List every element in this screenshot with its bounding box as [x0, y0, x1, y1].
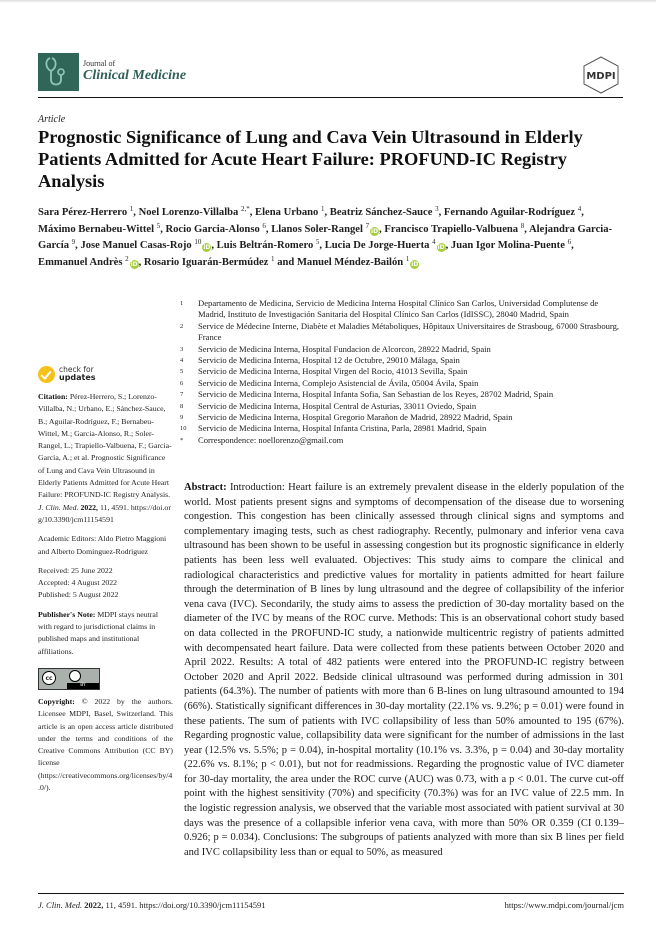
affiliation-item: [180, 366, 625, 377]
affiliation-item: [180, 423, 625, 434]
check-updates-line2: updates: [59, 373, 96, 382]
affiliation-item: [180, 435, 625, 446]
author-separator: ,: [133, 207, 139, 218]
abstract-label: Abstract:: [184, 482, 227, 493]
author-separator: ,: [75, 240, 81, 251]
author-separator: ,: [211, 240, 217, 251]
creative-commons-icon: cc: [42, 671, 56, 685]
author-separator: ,: [524, 223, 529, 235]
author-list: [38, 205, 618, 271]
affiliation-text[interactable]: Correspondence: noellorenzo@gmail.com: [198, 434, 344, 445]
author-name[interactable]: Fernando Aguilar-Rodríguez: [443, 207, 576, 218]
author-separator: ,: [138, 256, 144, 268]
author-name[interactable]: Rosario Iguarán-Bermúdez: [143, 256, 269, 268]
journal-header: [38, 53, 623, 98]
attribution-person-icon: [69, 670, 81, 682]
affiliation-item: [180, 321, 625, 344]
affiliation-text: Servicio de Medicina Interna, Hospital Gregorio Marañon de Madrid, 28922 Madrid, Spain: [198, 412, 513, 423]
author-name[interactable]: Sara Pérez-Herrero: [38, 207, 128, 218]
copyright-label: Copyright:: [38, 696, 75, 706]
received-date: Received: 25 June 2022: [38, 565, 113, 575]
citation-text: Pérez-Herrero, S.; Lorenzo-Villalba, N.; Urbano, E.; Sánchez-Sauce, B.; Aguilar-Rodríguez, F.; Bernabeu-Wittel, M.; Garcia-Alonso, R.; Soler-Rangel, L.; Trapiello-Valbuena, F.; Garcia-Garcia, A.; et al. Prognostic Significance of Lung and Cava Vein Ultrasound in Elderly Patients Admitted for Acute Heart Failure: PROFUND-IC Registry Analysis.: [38, 392, 172, 500]
affiliation-item: [180, 389, 625, 400]
author-name[interactable]: Alejandra Garcia-García: [38, 223, 613, 251]
author-affiliation-marker: 3: [435, 205, 439, 213]
checkmark-icon: [38, 366, 55, 383]
citation-journal: J. Clin. Med.: [38, 502, 79, 512]
author-affiliation-marker: 7: [365, 221, 370, 230]
academic-editors: [38, 533, 173, 558]
author-affiliation-marker: 9: [71, 238, 76, 246]
affiliation-text: Servicio de Medicina Interna, Hospital Infanta Sofia, San Sebastian de los Reyes, 28702 Madrid, Spain: [198, 389, 554, 400]
orcid-icon[interactable]: iD: [411, 260, 419, 268]
author-affiliation-marker: 10: [194, 238, 202, 246]
affiliation-number: *: [180, 436, 184, 444]
author-affiliation-marker: 5: [315, 238, 320, 246]
affiliation-number: 2: [180, 322, 184, 330]
orcid-icon[interactable]: iD: [371, 227, 379, 235]
author-affiliation-marker: 1: [405, 254, 410, 263]
abstract: [184, 481, 624, 860]
author-separator: ,: [319, 240, 325, 251]
affiliation-item: [180, 355, 625, 366]
author-name[interactable]: Francisco Trapiello-Valbuena: [384, 223, 519, 235]
copyright-block: [38, 696, 173, 794]
affiliation-number: 4: [180, 357, 184, 365]
journal-name: [83, 59, 186, 84]
dates-block: [38, 565, 173, 602]
author-separator: ,: [379, 223, 385, 235]
author-name[interactable]: Máximo Bernabeu-Wittel: [38, 223, 155, 235]
author-name[interactable]: Noel Lorenzo-Villalba: [138, 207, 239, 218]
citation-year: 2022,: [80, 502, 98, 512]
affiliation-item: [180, 298, 625, 321]
abstract-text: Introduction: Heart failure is an extremely prevalent disease in the elderly population of the world. Most patients present signs and symptoms of decompensation of the disease due to worsening congestion. This congestion has been clinically assessed through clinical signs and symptoms and complementary imaging tests, such as chest radiography. Recently, pulmonary and inferior vena cava ultrasound has been shown to be useful in assessing congestion but its prognostic significance in elderly patients has been less well evaluated. Objectives: This study aims to compare the clinical and radiological characteristics and predictive values for mortality in patients admitted for heart failure through the determination of B lines by lung ultrasound and the degree of collapsibility of the inferior vena cava (IVC). Secondarily, the study aims to assess the prediction of 30-day mortality based on the diameter of the IVC by means of the ROC curve. Methods: This is an observational cohort study based on data collected in the PROFUND-IC study, a nationwide multicentric registry of patients admitted with decompensated heart failure. Data were collected from these patients between October 2020 and April 2022. Results: A total of 482 patients were entered into the PROFUND-IC registry between October 2020 and April 2022. Bedside clinical ultrasound was performed during admission in 301 patients (64.3%). The number of patients with more than 6 B-lines on lung ultrasound amounted to 194 (66%). Statistically significant differences in 30-day mortality (22.1% vs. 9.2%; p = 0.01) were found in these patients. The sum of patients with IVC collapsibility of less than 50% amounted to 195 (67%). Regarding prognostic value, collapsibility data were significant for the number of admissions in the last year (12.5% vs. 5.5%; p = 0.04), in-hospital mortality (10.1% vs. 3.3%, p = 0.04) and 30-day mortality (22.6% vs. 8.1%; p < 0.01), but not for readmissions. Regarding the prognostic value of IVC diameter for 30-day mortality, the area under the ROC curve (AUC) was 0.73, with a p < 0.01. The curve cut-off point with the highest sensitivity (70%) and specificity (70.3%) was for an IVC value of 22.5 mm. In the logistic regression analysis, we observed that the variable most associated with patient survival at 30 days was the presence of a collapsible inferior vena cava, with more than 50% OR 0.359 (CI 0.139–0.926; p = 0.034). Conclusions: The subgroups of patients analyzed with more than six B lines per field and IVC collapsibility less than or equal to 50%, as measured: [184, 482, 624, 858]
cc-by-license-badge[interactable]: [38, 668, 100, 690]
author-affiliation-marker: 1: [129, 205, 134, 213]
author-affiliation-marker: 1: [320, 205, 325, 213]
author-name[interactable]: Jose Manuel Casas-Rojo: [80, 240, 192, 251]
affiliation-number: 3: [180, 345, 184, 353]
mdpi-logo-text: MDPI: [586, 71, 616, 82]
author-separator: and: [274, 256, 297, 268]
affiliation-text: Servicio de Medicina Interna, Hospital 12 de Octubre, 29010 Málaga, Spain: [198, 355, 460, 366]
affiliation-number: 7: [180, 391, 184, 399]
author-name[interactable]: Elena Urbano: [255, 207, 319, 218]
affiliation-number: 1: [180, 300, 184, 307]
author-name[interactable]: Luis Beltrán-Romero: [216, 240, 314, 251]
footer-journal: J. Clin. Med.: [38, 900, 83, 910]
citation-block: [38, 391, 173, 526]
affiliation-text: Servicio de Medicina Interna, Hospital Central de Asturias, 33011 Oviedo, Spain: [198, 400, 477, 411]
check-updates-text: [59, 366, 96, 382]
orcid-icon[interactable]: iD: [437, 244, 445, 251]
stethoscope-icon: [42, 55, 75, 89]
publisher-note-text: MDPI stays neutral with regard to jurisdictional claims in published maps and institutional affiliations.: [38, 609, 158, 656]
author-name[interactable]: Juan Igor Molina-Puente: [450, 240, 565, 251]
editors-label: Academic Editors:: [38, 534, 97, 544]
by-label: BY: [67, 683, 99, 689]
author-affiliation-marker: 6: [567, 238, 572, 246]
author-name[interactable]: Manuel Méndez-Bailón: [296, 256, 404, 268]
journal-logo[interactable]: [38, 53, 79, 91]
author-affiliation-marker: 8: [520, 221, 525, 230]
page-top-shadow: [0, 0, 656, 3]
citation-label: Citation:: [38, 392, 68, 401]
published-date: Published: 5 August 2022: [38, 590, 119, 600]
affiliation-number: 5: [180, 368, 184, 376]
copyright-text: © 2022 by the authors. Licensee MDPI, Basel, Switzerland. This article is an open access article distributed under the terms and conditions of the Creative Commons Attribution (CC BY) license (https://creativecommons.org/licenses/by/4.0/).: [38, 696, 173, 793]
citation-doi-link[interactable]: 11, 4591. https://doi.org/10.3390/jcm11154591: [38, 502, 171, 524]
check-updates-line1: check for: [59, 365, 94, 374]
affiliation-list: [180, 298, 625, 446]
author-separator: ,: [571, 240, 574, 251]
affiliation-text: Servicio de Medicina Interna, Hospital Virgen del Rocio, 41013 Sevilla, Spain: [198, 366, 468, 377]
journal-name-line2: Clinical Medicine: [83, 68, 187, 83]
paper-title: Prognostic Significance of Lung and Cava Vein Ultrasound in Elderly Patients Admitted for Acute Heart Failure: PROFUND-IC Registry Analysis: [38, 127, 583, 191]
author-affiliation-marker: 2: [125, 254, 129, 263]
footer-doi-link[interactable]: 11, 4591. https://doi.org/10.3390/jcm11154591: [105, 900, 266, 910]
author-affiliation-marker: 5: [156, 221, 161, 230]
affiliation-text: Service de Médecine Interne, Diabète et Maladies Métaboliques, Hôpitaux Universitaires de Strasboug, 67000 Strasbourg, France: [198, 320, 620, 343]
author-separator: ,: [160, 223, 166, 235]
author-affiliation-marker: 6: [262, 221, 266, 230]
affiliation-text: Servicio de Medicina Interna, Hospital Infanta Cristina, Parla, 28981 Madrid, Spain: [198, 423, 487, 434]
publisher-note-label: Publisher's Note:: [38, 609, 96, 619]
author-affiliation-marker: 1: [271, 254, 275, 263]
footer-journal-url[interactable]: https://www.mdpi.com/journal/jcm: [504, 900, 624, 910]
author-separator: ,: [445, 240, 451, 251]
affiliation-number: 9: [180, 414, 184, 422]
orcid-icon[interactable]: iD: [203, 244, 211, 251]
affiliation-item: [180, 412, 625, 423]
author-separator: ,: [438, 207, 444, 218]
affiliation-text: Servicio de Medicina Interna, Complejo Asistencial de Ávila, 05004 Ávila, Spain: [198, 377, 479, 388]
affiliation-number: 8: [180, 402, 184, 410]
editors-names: Aldo Pietro Maggioni and Alberto Dominguez-Rodriguez: [38, 534, 167, 556]
affiliation-text: Servicio de Medicina Interna, Hospital Fundacion de Alcorcon, 28922 Madrid, Spain: [198, 343, 491, 354]
affiliation-item: [180, 401, 625, 412]
author-affiliation-marker: 4: [577, 205, 582, 213]
author-name[interactable]: Llanos Soler-Rangel: [271, 223, 363, 235]
footer-year: 2022,: [84, 900, 104, 910]
author-separator: ,: [249, 207, 256, 218]
article-type: Article: [38, 114, 66, 125]
author-affiliation-marker: 2,*: [241, 205, 250, 213]
journal-name-line1: Journal of: [83, 59, 116, 68]
author-name[interactable]: Emmanuel Andrès: [38, 256, 123, 268]
author-separator: ,: [265, 223, 272, 235]
affiliation-item: [180, 378, 625, 389]
accepted-date: Accepted: 4 August 2022: [38, 578, 118, 588]
author-name[interactable]: Rocio Garcia-Alonso: [165, 223, 260, 235]
author-name[interactable]: Lucia De Jorge-Huerta: [324, 240, 430, 251]
author-name[interactable]: Beatriz Sánchez-Sauce: [329, 207, 433, 218]
footer-citation: [38, 900, 265, 910]
affiliation-item: [180, 344, 625, 355]
author-affiliation-marker: 4: [432, 238, 436, 246]
page-footer: [38, 893, 624, 910]
publisher-note: [38, 609, 173, 658]
check-for-updates-badge[interactable]: [38, 365, 173, 387]
affiliation-text: Departamento de Medicina, Servicio de Medicina Interna Hospital Clínico San Carlos, Universidad Complutense de Madrid, Instituto de Investigación Sanitaria del Hospital Clínico San Carlos (IdISSC), 28040 Madrid, Spain: [198, 298, 599, 320]
author-separator: ,: [324, 207, 330, 218]
mdpi-logo[interactable]: [581, 56, 621, 94]
affiliation-number: 10: [180, 425, 187, 433]
affiliation-number: 6: [180, 379, 184, 387]
sidebar: [38, 365, 173, 801]
author-separator: ,: [581, 207, 584, 218]
orcid-icon[interactable]: iD: [130, 260, 138, 268]
